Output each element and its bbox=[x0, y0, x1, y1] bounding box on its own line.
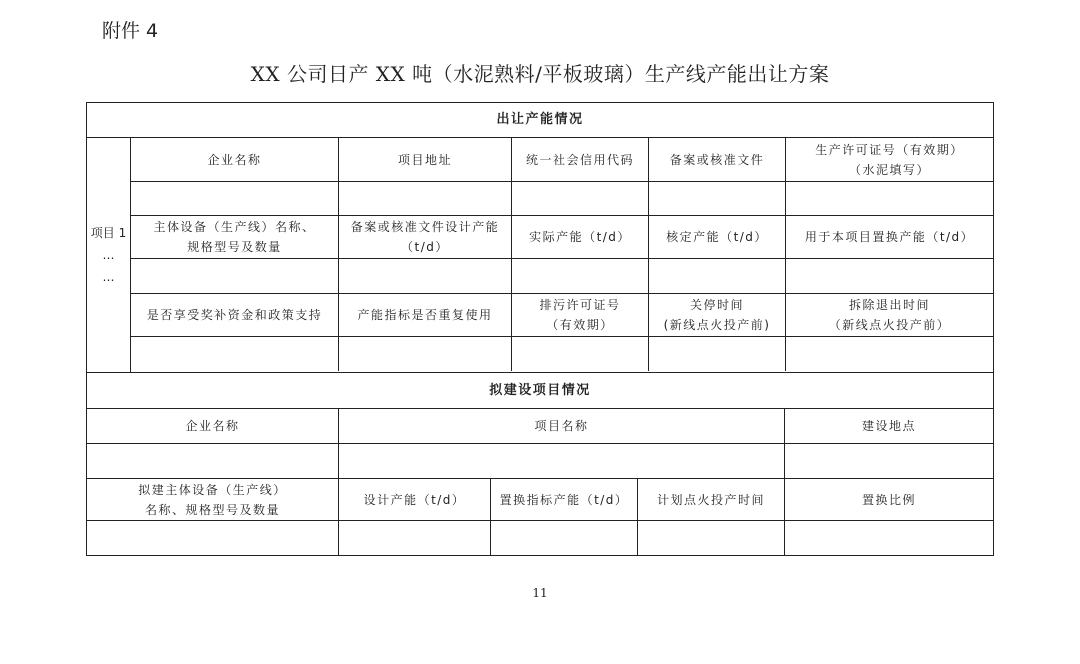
blank-cell bbox=[786, 337, 993, 371]
section2-row1-headers bbox=[87, 409, 993, 444]
header-discharge-permit: 排污许可证号 （有效期） bbox=[512, 294, 649, 336]
blank-cell bbox=[339, 337, 512, 371]
blank-cell bbox=[512, 182, 649, 215]
blank-cell bbox=[131, 182, 339, 215]
header-replacement-capacity: 用于本项目置换产能（t/d） bbox=[804, 230, 975, 244]
section2-row2-blank bbox=[87, 521, 993, 555]
header-replacement-ratio: 置换比例 bbox=[861, 492, 916, 507]
section1-heading-row bbox=[87, 103, 993, 138]
blank-cell bbox=[649, 182, 786, 215]
header-design-capacity: 备案或核准文件设计产能 （t/d） bbox=[339, 216, 512, 258]
section1-grid bbox=[131, 138, 993, 372]
blank-cell bbox=[786, 182, 993, 215]
section2-row2-headers bbox=[87, 479, 993, 521]
section1-row1-blank bbox=[131, 182, 993, 216]
header-construction-site: 建设地点 bbox=[861, 419, 916, 433]
header-verified-capacity: 核定产能（t/d） bbox=[649, 216, 786, 258]
blank-cell bbox=[339, 259, 512, 293]
header-company-name-2: 企业名称 bbox=[87, 409, 339, 443]
section1-row3-headers bbox=[131, 294, 993, 337]
header-project-address: 项目地址 bbox=[339, 138, 512, 181]
page-number: 11 bbox=[532, 586, 548, 600]
header-reuse: 产能指标是否重复使用 bbox=[339, 294, 512, 336]
header-actual-capacity: 实际产能（t/d） bbox=[512, 216, 649, 258]
section1-row1-headers bbox=[131, 138, 993, 182]
blank-cell bbox=[87, 444, 339, 478]
blank-cell bbox=[491, 521, 638, 555]
blank-cell bbox=[512, 337, 649, 371]
blank-cell bbox=[339, 521, 491, 555]
project-side-label: 项目 1 … … bbox=[87, 138, 131, 372]
blank-cell bbox=[339, 182, 512, 215]
header-main-equipment: 主体设备（生产线）名称、 规格型号及数量 bbox=[131, 216, 339, 258]
header-production-license: 生产许可证号（有效期） （水泥填写） bbox=[815, 142, 964, 177]
section2-heading: 拟建设项目情况 bbox=[489, 382, 591, 398]
attachment-label: 附件 4 bbox=[102, 20, 159, 42]
header-planned-design-capacity: 设计产能（t/d） bbox=[339, 479, 491, 520]
blank-cell bbox=[131, 337, 339, 371]
header-planned-equipment: 拟建主体设备（生产线） 名称、规格型号及数量 bbox=[87, 479, 339, 520]
header-planned-ignition-time: 计划点火投产时间 bbox=[638, 479, 785, 520]
section1-row3-blank bbox=[131, 337, 993, 371]
header-credit-code: 统一社会信用代码 bbox=[512, 138, 649, 181]
section1-heading: 出让产能情况 bbox=[496, 112, 584, 127]
blank-cell bbox=[87, 521, 339, 555]
section1-row2-headers bbox=[131, 216, 993, 259]
header-subsidy: 是否享受奖补资金和政策支持 bbox=[131, 294, 339, 336]
header-project-name: 项目名称 bbox=[339, 409, 785, 443]
blank-cell bbox=[339, 444, 785, 478]
blank-cell bbox=[786, 259, 993, 293]
section2-row1-blank bbox=[87, 444, 993, 479]
blank-cell bbox=[131, 259, 339, 293]
section2-heading-row bbox=[87, 373, 993, 409]
header-shutdown-time: 关停时间 (新线点火投产前) bbox=[649, 294, 786, 336]
header-company-name: 企业名称 bbox=[131, 138, 339, 181]
header-replacement-index-capacity: 置换指标产能（t/d） bbox=[491, 479, 638, 520]
capacity-transfer-table bbox=[86, 102, 994, 556]
blank-cell bbox=[649, 259, 786, 293]
section1-body bbox=[87, 138, 993, 373]
document-title: XX 公司日产 XX 吨（水泥熟料/平板玻璃）生产线产能出让方案 bbox=[250, 62, 830, 86]
section1-row2-blank bbox=[131, 259, 993, 294]
blank-cell bbox=[638, 521, 785, 555]
blank-cell bbox=[785, 444, 993, 478]
header-demolition-time: 拆除退出时间 （新线点火投产前） bbox=[828, 298, 951, 332]
blank-cell bbox=[649, 337, 786, 371]
blank-cell bbox=[785, 521, 993, 555]
header-filing-document: 备案或核准文件 bbox=[649, 138, 786, 181]
blank-cell bbox=[512, 259, 649, 293]
